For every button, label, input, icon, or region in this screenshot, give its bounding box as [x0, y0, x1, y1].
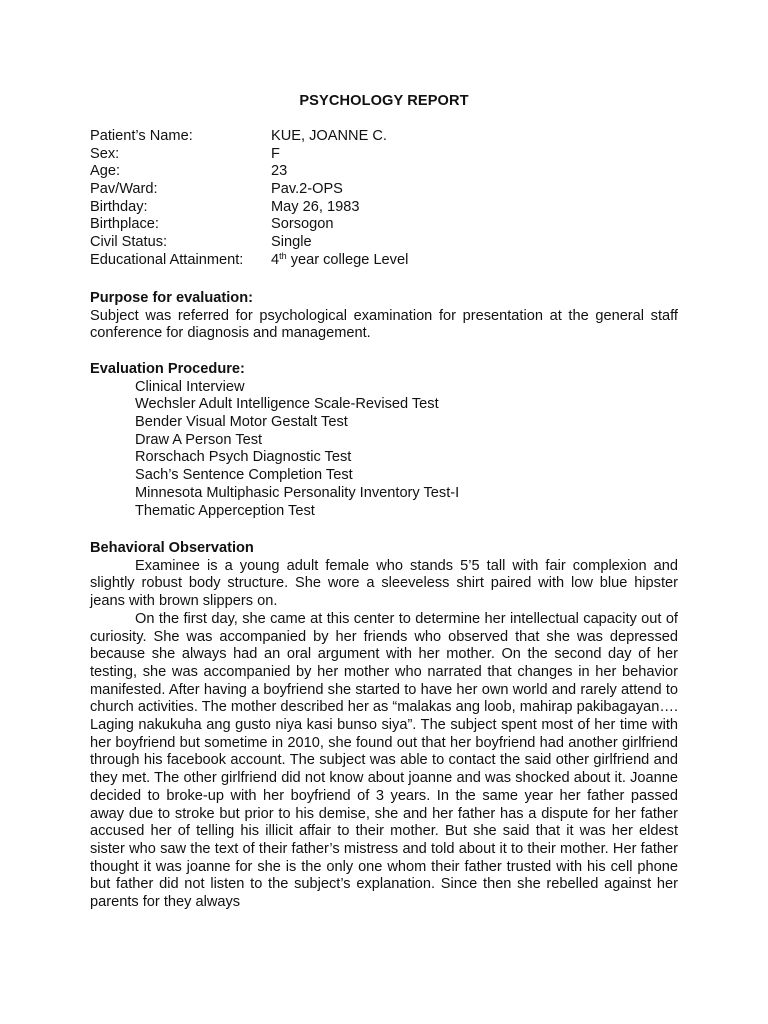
list-item: Clinical Interview	[135, 378, 245, 395]
info-row-education	[90, 252, 590, 270]
info-value	[271, 252, 590, 270]
procedure-list	[90, 379, 678, 521]
info-value: F	[271, 145, 280, 162]
list-item: Rorschach Psych Diagnostic Test	[135, 449, 352, 466]
info-label: Sex:	[90, 145, 120, 162]
info-label: Birthplace:	[90, 216, 159, 233]
purpose-heading: Purpose for evaluation:	[90, 290, 253, 306]
info-label: Patient’s Name:	[90, 128, 193, 144]
procedure-heading: Evaluation Procedure:	[90, 361, 245, 377]
info-row-age	[90, 163, 590, 181]
info-row-birthday	[90, 199, 590, 217]
list-item: Minnesota Multiphasic Personality Inventory Test-I	[135, 484, 460, 501]
behavioral-heading: Behavioral Observation	[90, 540, 254, 556]
behavioral-paragraph: On the first day, she came at this center to determine her intellectual capacity out of curiosity. She was accompanied by her friends who observed that she was depressed because she always had an oral argument with her mother. On the second day of her testing, she was accompanied by her mother who narrated that changes in her behavior manifested. After having a boyfriend she started to have her own world and rarely attend to church activities. The mother described her as “malakas ang loob, mahirap pakibagayan…. Laging nakukuha ang gusto niya kasi bunso siya”. The subject spent most of her time with her boyfriend but sometime in 2010, she found out that her boyfriend had another girlfriend through his facebook account. The subject was able to contact the said other girlfriend and they met. The other girlfriend did not know about joanne and was shocked about it. Joanne decided to broke-up with her boyfriend of 3 years. In the same year her father passed away due to stroke but prior to his demise, she and her father has a dispute for her father accused her of telling his illicit affair to their mother. But she said that it was her eldest sister who saw the text of their father’s mistress and told about it to their mother. Her father thought it was joanne for she is the only one whom their father trusted with his cell phone but father did not listen to the subject’s explanation. Since then she rebelled against her parents for they always	[90, 610, 678, 911]
info-row-name	[90, 128, 590, 146]
list-item: Wechsler Adult Intelligence Scale-Revised Test	[135, 396, 439, 413]
info-label: Civil Status:	[90, 234, 168, 251]
info-row-birthplace	[90, 216, 590, 234]
info-row-sex	[90, 146, 590, 164]
info-label: Age:	[90, 163, 121, 180]
report-title: PSYCHOLOGY REPORT	[299, 93, 469, 109]
info-value: KUE, JOANNE C.	[271, 128, 387, 144]
behavioral-section	[90, 540, 678, 912]
info-row-civil-status	[90, 234, 590, 252]
info-value: May 26, 1983	[271, 198, 360, 215]
behavioral-paragraph: Examinee is a young adult female who stands 5’5 tall with fair complexion and slightly robust body structure. She wore a sleeveless shirt paired with low blue hipster jeans with brown slippers on.	[90, 557, 678, 610]
info-label: Pav/Ward:	[90, 181, 158, 198]
purpose-section	[90, 290, 678, 343]
purpose-text: Subject was referred for psychological examination for presentation at the general staff conference for diagnosis and management.	[90, 307, 678, 342]
info-value: Pav.2-OPS	[271, 181, 343, 198]
procedure-section	[90, 361, 678, 520]
info-value: 23	[271, 163, 288, 180]
info-row-ward	[90, 181, 590, 199]
education-superscript: th	[279, 250, 287, 261]
education-year: 4	[271, 251, 280, 268]
info-value: Single	[271, 234, 312, 251]
education-suffix: year college Level	[286, 251, 409, 268]
info-label: Educational Attainment:	[90, 251, 244, 268]
list-item: Draw A Person Test	[135, 431, 263, 448]
info-label: Birthday:	[90, 198, 148, 215]
list-item: Thematic Apperception Test	[135, 502, 315, 519]
info-value: Sorsogon	[271, 216, 334, 233]
list-item: Bender Visual Motor Gestalt Test	[135, 414, 348, 431]
patient-info	[90, 128, 590, 270]
list-item: Sach’s Sentence Completion Test	[135, 467, 353, 484]
